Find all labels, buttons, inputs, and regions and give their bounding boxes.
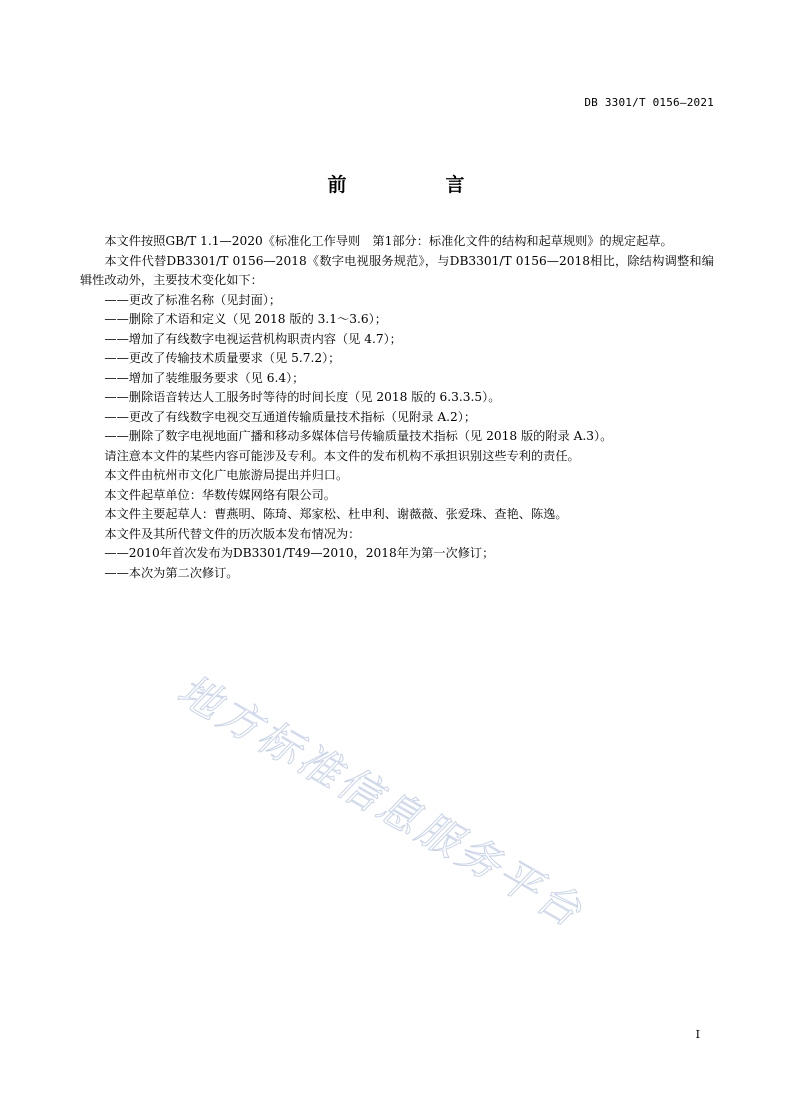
change-item: ——删除了术语和定义（见 2018 版的 3.1～3.6）； [104,312,387,326]
watermark: 地方标准信息服务平台 [169,664,593,938]
paragraph-drafters: 本文件主要起草人：曹燕明、陈琦、郑家松、杜申利、谢薇薇、张爱珠、查艳、陈逸。 [104,507,568,521]
document-number: DB 3301/T 0156—2021 [584,96,714,109]
history-item: ——本次为第二次修订。 [104,565,239,580]
change-item: ——增加了有线数字电视运营机构职责内容（见 4.7）； [104,331,402,346]
paragraph-drafting-basis: 本文件按照GB/T 1.1—2020《标准化工作导则 第1部分：标准化文件的结构和起草规则》的规定起草。 [104,234,673,248]
page-title: 前 言 [327,174,505,196]
change-item: ——更改了有线数字电视交互通道传输质量技术指标（见附录 A.2）； [104,409,477,424]
paragraph-patent-notice: 请注意本文件的某些内容可能涉及专利。本文件的发布机构不承担识别这些专利的责任。 [104,448,580,463]
change-item: ——增加了装维服务要求（见 6.4）； [104,370,305,385]
page-number: I [695,1028,700,1041]
foreword-body [80,232,714,583]
change-item: ——更改了传输技术质量要求（见 5.7.2）； [104,351,341,365]
paragraph-version-history: 本文件及其所代替文件的历次版本发布情况为： [104,526,361,541]
change-item: ——删除了数字电视地面广播和移动多媒体信号传输质量技术指标（见 2018 版的附录 A.3）。 [104,429,613,443]
paragraph-replacement: 本文件代替DB3301/T 0156—2018《数字电视服务规范》，与DB3301/T 0156—2018相比，除结构调整和编辑性改动外，主要技术变化如下： [80,253,714,287]
history-item: ——2010年首次发布为DB3301/T49—2010，2018年为第一次修订； [104,546,495,560]
change-item: ——删除语音转达人工服务时等待的时间长度（见 2018 版的 6.3.3.5）。 [104,390,501,404]
paragraph-proposer: 本文件由杭州市文化广电旅游局提出并归口。 [104,468,349,482]
paragraph-drafting-unit: 本文件起草单位：华数传媒网络有限公司。 [104,487,336,502]
change-item: ——更改了标准名称（见封面）； [104,292,282,307]
